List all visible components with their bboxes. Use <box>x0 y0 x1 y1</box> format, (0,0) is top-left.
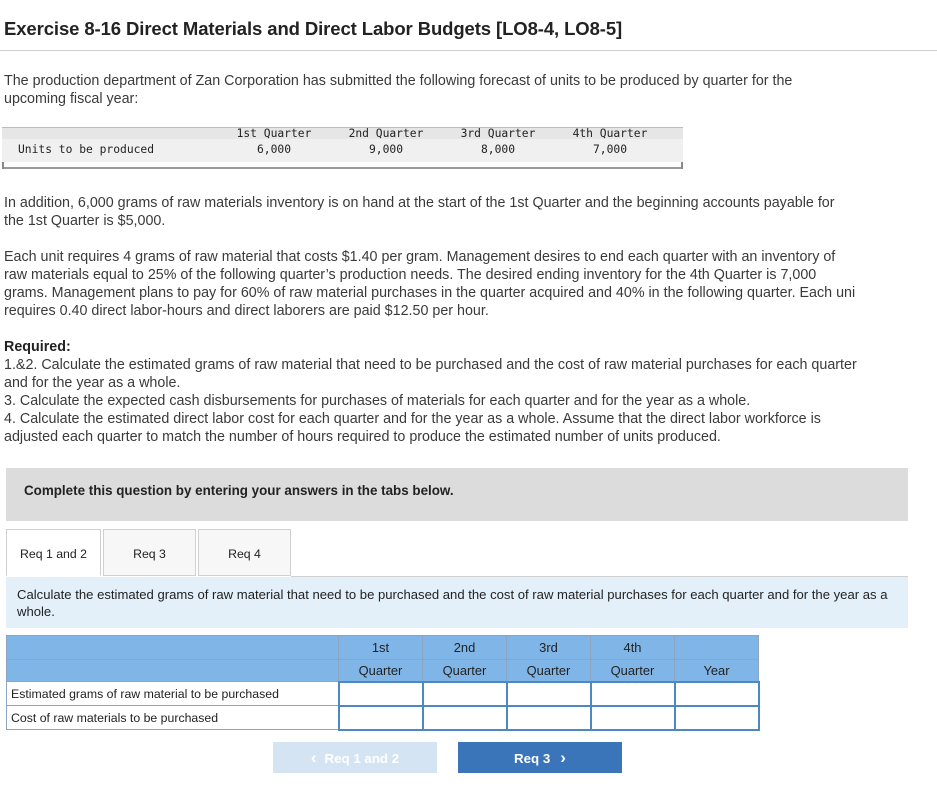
forecast-left-bracket <box>2 162 4 169</box>
chevron-right-icon: › <box>560 748 566 767</box>
header-blank-bottom <box>7 660 339 682</box>
forecast-header-q4: 4th Quarter <box>572 127 648 140</box>
required-section <box>4 338 937 446</box>
required-line-3: 3. Calculate the expected cash disbursements for purchases of materials for each quarter and for the year as a whole. <box>4 393 751 409</box>
intro-line-1: The production department of Zan Corporation has submitted the following forecast of units to be produced by quarter for the <box>4 73 793 89</box>
forecast-bottom-rule <box>2 162 683 169</box>
forecast-right-bracket <box>681 162 683 169</box>
row-label-cost: Cost of raw materials to be purchased <box>7 706 339 730</box>
forecast-header-q1: 1st Quarter <box>236 127 312 140</box>
header-q4-top: 4th <box>591 636 675 660</box>
header-year-top <box>675 636 759 660</box>
forecast-row-label: Units to be produced <box>18 143 155 156</box>
inventory-line-2: the 1st Quarter is $5,000. <box>4 213 166 229</box>
required-line-2: and for the year as a whole. <box>4 375 181 391</box>
answer-table <box>6 635 760 731</box>
forecast-units-q1: 6,000 <box>256 143 291 156</box>
tab-req-1-and-2-label: Req 1 and 2 <box>19 547 87 561</box>
instructions-banner <box>6 468 908 521</box>
next-req-button[interactable] <box>458 742 622 773</box>
header-year-bottom: Year <box>675 660 759 682</box>
banner-text: Complete this question by entering your answers in the tabs below. <box>24 483 454 498</box>
cost-q2-input[interactable] <box>423 706 507 730</box>
forecast-units-q4: 7,000 <box>592 143 627 156</box>
prev-req-label: Req 1 and 2 <box>324 751 400 766</box>
header-q2-top: 2nd <box>423 636 507 660</box>
header-q2-bottom: Quarter <box>423 660 507 682</box>
inventory-paragraph <box>4 194 934 230</box>
cost-q1-input[interactable] <box>339 706 423 730</box>
header-q3-bottom: Quarter <box>507 660 591 682</box>
requirements-line-1: Each unit requires 4 grams of raw material that costs $1.40 per gram. Management desires to end each quarter with an inventory of <box>4 249 836 265</box>
header-q4-bottom: Quarter <box>591 660 675 682</box>
tab-req-4-label: Req 4 <box>228 547 261 561</box>
header-q3-top: 3rd <box>507 636 591 660</box>
forecast-units-q2: 9,000 <box>368 143 403 156</box>
cost-q4-input[interactable] <box>591 706 675 730</box>
tab-instruction <box>6 577 908 628</box>
tab-instruction-text: Calculate the estimated grams of raw material that need to be purchased and the cost of raw material purchases for each quarter and for the year as a whole. <box>17 587 888 619</box>
requirements-paragraph <box>4 248 937 320</box>
tab-req-3-label: Req 3 <box>133 547 166 561</box>
required-line-5: adjusted each quarter to match the number of hours required to produce the estimated number of units produced. <box>4 429 721 445</box>
grams-q4-input[interactable] <box>591 682 675 706</box>
required-line-4: 4. Calculate the estimated direct labor cost for each quarter and for the year as a whole. Assume that the direct labor workforce is <box>4 411 821 427</box>
forecast-table <box>2 127 683 167</box>
tab-req-1-and-2[interactable] <box>6 529 101 576</box>
prev-req-button[interactable] <box>273 742 437 773</box>
header-blank-top <box>7 636 339 660</box>
title-divider <box>0 50 937 51</box>
required-heading: Required: <box>4 339 71 355</box>
forecast-header-q2: 2nd Quarter <box>348 127 424 140</box>
required-line-1: 1.&2. Calculate the estimated grams of raw material that need to be purchased and the cost of raw material purchases for each quarter <box>4 357 857 373</box>
grams-q2-input[interactable] <box>423 682 507 706</box>
intro-paragraph <box>4 72 934 108</box>
chevron-left-icon: ‹ <box>310 748 317 767</box>
next-req-label: Req 3 <box>514 751 551 766</box>
exercise-title: Exercise 8-16 Direct Materials and Direct Labor Budgets [LO8-4, LO8-5] <box>4 18 623 39</box>
row-label-grams: Estimated grams of raw material to be purchased <box>7 682 339 706</box>
tab-req-4[interactable] <box>198 529 291 576</box>
tab-req-3[interactable] <box>103 529 196 576</box>
intro-line-2: upcoming fiscal year: <box>4 91 139 107</box>
cost-q3-input[interactable] <box>507 706 591 730</box>
forecast-units-q3: 8,000 <box>480 143 515 156</box>
header-q1-bottom: Quarter <box>339 660 423 682</box>
header-q1-top: 1st <box>339 636 423 660</box>
grams-year-input[interactable] <box>675 682 759 706</box>
requirements-line-2: raw materials equal to 25% of the following quarter’s production needs. The desired ending inventory for the 4th Quarter is 7,000 <box>4 267 817 283</box>
inventory-line-1: In addition, 6,000 grams of raw materials inventory is on hand at the start of the 1st Quarter and the beginning accounts payable for <box>4 195 835 211</box>
forecast-header-q3: 3rd Quarter <box>460 127 536 140</box>
requirements-line-4: requires 0.40 direct labor-hours and direct laborers are paid $12.50 per hour. <box>4 303 489 319</box>
grams-q1-input[interactable] <box>339 682 423 706</box>
cost-year-input[interactable] <box>675 706 759 730</box>
requirements-line-3: grams. Management plans to pay for 60% of raw material purchases in the quarter acquired and 40% in the following quarter. Each uni <box>4 285 856 301</box>
grams-q3-input[interactable] <box>507 682 591 706</box>
